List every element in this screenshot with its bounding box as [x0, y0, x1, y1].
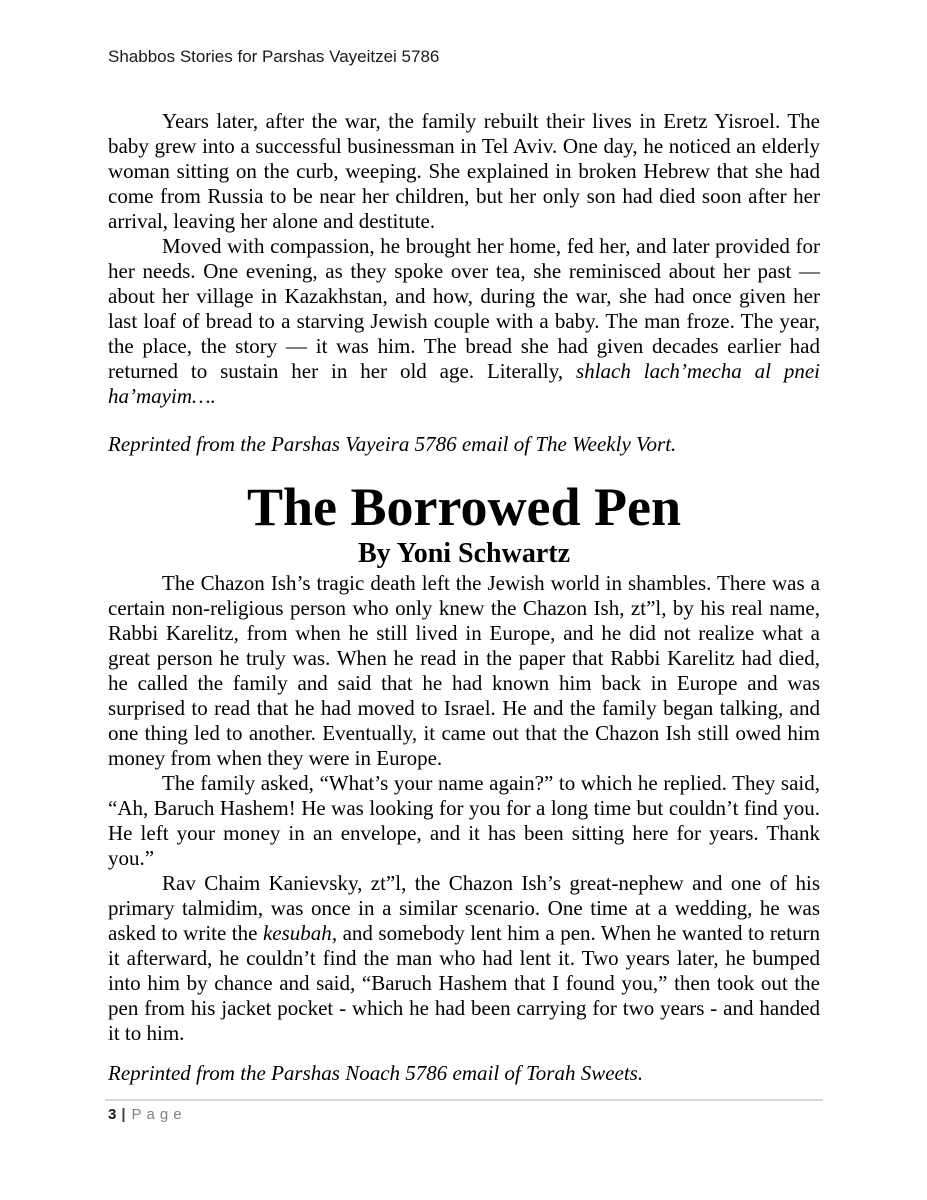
footer-separator: |: [121, 1106, 126, 1123]
footer-divider-rule: [105, 1099, 823, 1101]
story2-title: The Borrowed Pen: [247, 477, 681, 537]
footer-page-label: Page: [131, 1106, 187, 1123]
story2-paragraph-3: Rav Chaim Kanievsky, zt”l, the Chazon Ish’s great-nephew and one of his primary talmidim, was once in a similar scenario. One time at a wedding, he was asked to write the kesubah, and somebody lent him a pen. When he wanted to return it afterward, he couldn’t find the man who had lent it. Two years later, he bumped into him by chance and said, “Baruch Hashem that I found you,” then took out the pen from his jacket pocket - which he had been carrying for two years - and handed it to him.: [108, 871, 821, 1045]
story1-paragraph-1: Years later, after the war, the family rebuilt their lives in Eretz Yisroel. The baby grew into a successful businessman in Tel Aviv. One day, he noticed an elderly woman sitting on the curb, weeping. She explained in broken Hebrew that she had come from Russia to be near her children, but her only son had died soon after her arrival, leaving her alone and destitute.: [108, 109, 820, 233]
story2-reprint-line: Reprinted from the Parshas Noach 5786 email of Torah Sweets.: [108, 1061, 644, 1085]
story1-paragraph-2: Moved with compassion, he brought her home, fed her, and later provided for her needs. One evening, as they spoke over tea, she reminisced about her past — about her village in Kazakhstan, and how, during the war, she had once given her last loaf of bread to a starving Jewish couple with a baby. The man froze. The year, the place, the story — it was him. The bread she had given decades earlier had returned to sustain her in her old age. Literally, shlach lach’mecha al pnei ha’mayim….: [108, 234, 820, 408]
story2-byline: By Yoni Schwartz: [357, 538, 571, 569]
document-body: [108, 109, 820, 1086]
story2-paragraph-2: The family asked, “What’s your name again?” to which he replied. They said, “Ah, Baruch Hashem! He was looking for you for a long time but couldn’t find you. He left your money in an envelope, and it has been sitting here for years. Thank you.”: [108, 771, 820, 870]
page-header: Shabbos Stories for Parshas Vayeitzei 5786: [108, 47, 440, 66]
page-footer: [108, 1106, 187, 1123]
story1-reprint-line: Reprinted from the Parshas Vayeira 5786 email of The Weekly Vort.: [108, 432, 677, 456]
footer-page-number: 3: [108, 1106, 117, 1123]
story2-paragraph-1: The Chazon Ish’s tragic death left the Jewish world in shambles. There was a certain non-religious person who only knew the Chazon Ish, zt”l, by his real name, Rabbi Karelitz, from when he still lived in Europe, and he did not realize what a great person he truly was. When he read in the paper that Rabbi Karelitz had died, he called the family and said that he had known him back in Europe and was surprised to read that he had moved to Israel. He and the family began talking, and one thing led to another. Eventually, it came out that the Chazon Ish still owed him money from when they were in Europe.: [108, 571, 820, 770]
